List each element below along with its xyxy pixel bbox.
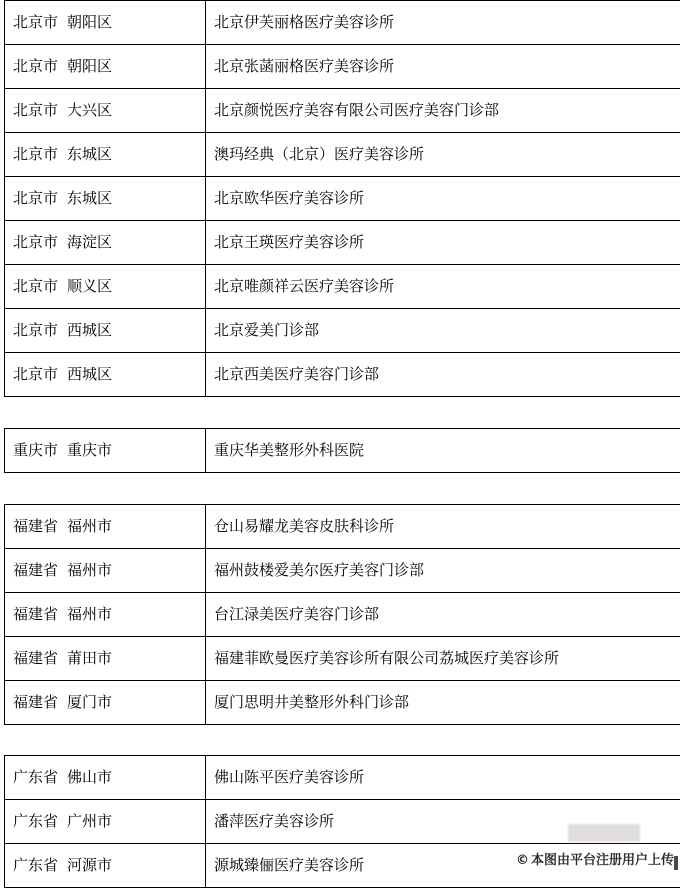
city-label: 福州市 xyxy=(67,561,112,581)
province-label: 北京市 xyxy=(13,189,58,209)
clinic-name-cell: 台江渌美医疗美容门诊部 xyxy=(206,593,680,637)
table-row xyxy=(5,45,680,89)
copyright-camera-icon: © xyxy=(516,853,529,868)
city-label: 福州市 xyxy=(67,517,112,537)
table-row xyxy=(5,89,680,133)
clinic-name-cell: 重庆华美整形外科医院 xyxy=(206,429,680,473)
table-row xyxy=(5,681,680,725)
province-label: 重庆市 xyxy=(13,441,58,461)
region-cell xyxy=(5,505,206,549)
region-cell xyxy=(5,549,206,593)
table-row xyxy=(5,177,680,221)
clinic-name-cell: 北京欧华医疗美容诊所 xyxy=(206,177,680,221)
region-cell xyxy=(5,45,206,89)
city-label: 福州市 xyxy=(67,605,112,625)
table-row xyxy=(5,221,680,265)
clinic-table-guangdong xyxy=(4,755,680,888)
city-label: 重庆市 xyxy=(67,441,112,461)
watermark-text: 本图由平台注册用户上传 xyxy=(531,853,674,868)
clinic-name-cell: 北京王瑛医疗美容诊所 xyxy=(206,221,680,265)
clinic-table-fujian xyxy=(4,504,680,725)
city-label: 西城区 xyxy=(67,365,112,385)
clinic-name-cell: 北京张菡丽格医疗美容诊所 xyxy=(206,45,680,89)
clinic-table-chongqing xyxy=(4,428,680,473)
clinic-name-cell: 仓山易耀龙美容皮肤科诊所 xyxy=(206,505,680,549)
watermark-blur-patch xyxy=(568,824,640,842)
region-cell xyxy=(5,1,206,45)
city-label: 河源市 xyxy=(67,856,112,876)
block-spacer xyxy=(0,397,680,428)
clinic-name-cell: 北京伊芙丽格医疗美容诊所 xyxy=(206,1,680,45)
clinic-name-cell: 佛山陈平医疗美容诊所 xyxy=(206,756,680,800)
watermark-label xyxy=(516,849,674,868)
region-cell xyxy=(5,681,206,725)
table-row xyxy=(5,505,680,549)
clinic-name-cell: 潘萍医疗美容诊所 xyxy=(206,800,680,844)
province-label: 广东省 xyxy=(13,768,58,788)
table-body xyxy=(5,505,680,725)
clinic-name-cell: 北京唯颜祥云医疗美容诊所 xyxy=(206,265,680,309)
province-label: 北京市 xyxy=(13,365,58,385)
city-label: 佛山市 xyxy=(67,768,112,788)
region-cell xyxy=(5,221,206,265)
province-label: 北京市 xyxy=(13,233,58,253)
clinic-name-cell: 澳玛经典（北京）医疗美容诊所 xyxy=(206,133,680,177)
table-row xyxy=(5,637,680,681)
clinic-table-beijing xyxy=(4,0,680,397)
table-body xyxy=(5,429,680,473)
province-label: 福建省 xyxy=(13,561,58,581)
city-label: 厦门市 xyxy=(67,693,112,713)
province-label: 北京市 xyxy=(13,57,58,77)
province-label: 福建省 xyxy=(13,517,58,537)
province-label: 北京市 xyxy=(13,321,58,341)
block-spacer xyxy=(0,473,680,504)
region-cell xyxy=(5,265,206,309)
table-row xyxy=(5,265,680,309)
city-label: 莆田市 xyxy=(67,649,112,669)
table-row xyxy=(5,549,680,593)
watermark-bar xyxy=(674,856,678,870)
province-label: 福建省 xyxy=(13,649,58,669)
region-cell xyxy=(5,89,206,133)
province-label: 广东省 xyxy=(13,856,58,876)
table-row xyxy=(5,1,680,45)
province-label: 广东省 xyxy=(13,812,58,832)
table-row xyxy=(5,593,680,637)
region-cell xyxy=(5,800,206,844)
region-cell xyxy=(5,593,206,637)
region-cell xyxy=(5,133,206,177)
table-row xyxy=(5,309,680,353)
region-cell xyxy=(5,353,206,397)
city-label: 朝阳区 xyxy=(67,13,112,33)
clinic-name-cell: 源城臻俪医疗美容诊所 xyxy=(206,844,680,888)
province-label: 北京市 xyxy=(13,13,58,33)
province-label: 北京市 xyxy=(13,101,58,121)
region-cell xyxy=(5,429,206,473)
region-cell xyxy=(5,756,206,800)
clinic-name-cell: 福建菲欧曼医疗美容诊所有限公司荔城医疗美容诊所 xyxy=(206,637,680,681)
table-body xyxy=(5,1,680,397)
block-spacer xyxy=(0,725,680,755)
region-cell xyxy=(5,177,206,221)
city-label: 东城区 xyxy=(67,189,112,209)
table-row xyxy=(5,756,680,800)
clinic-name-cell: 北京西美医疗美容门诊部 xyxy=(206,353,680,397)
city-label: 大兴区 xyxy=(67,101,112,121)
table-row xyxy=(5,353,680,397)
region-cell xyxy=(5,844,206,888)
city-label: 西城区 xyxy=(67,321,112,341)
city-label: 东城区 xyxy=(67,145,112,165)
table-row xyxy=(5,133,680,177)
province-label: 福建省 xyxy=(13,693,58,713)
clinic-name-cell: 北京颜悦医疗美容有限公司医疗美容门诊部 xyxy=(206,89,680,133)
city-label: 顺义区 xyxy=(67,277,112,297)
region-cell xyxy=(5,309,206,353)
city-label: 朝阳区 xyxy=(67,57,112,77)
clinic-name-cell: 福州鼓楼爱美尔医疗美容门诊部 xyxy=(206,549,680,593)
clinic-name-cell: 厦门思明井美整形外科门诊部 xyxy=(206,681,680,725)
province-label: 北京市 xyxy=(13,145,58,165)
city-label: 广州市 xyxy=(67,812,112,832)
province-label: 福建省 xyxy=(13,605,58,625)
table-row xyxy=(5,429,680,473)
city-label: 海淀区 xyxy=(67,233,112,253)
clinic-name-cell: 北京爱美门诊部 xyxy=(206,309,680,353)
region-cell xyxy=(5,637,206,681)
province-label: 北京市 xyxy=(13,277,58,297)
